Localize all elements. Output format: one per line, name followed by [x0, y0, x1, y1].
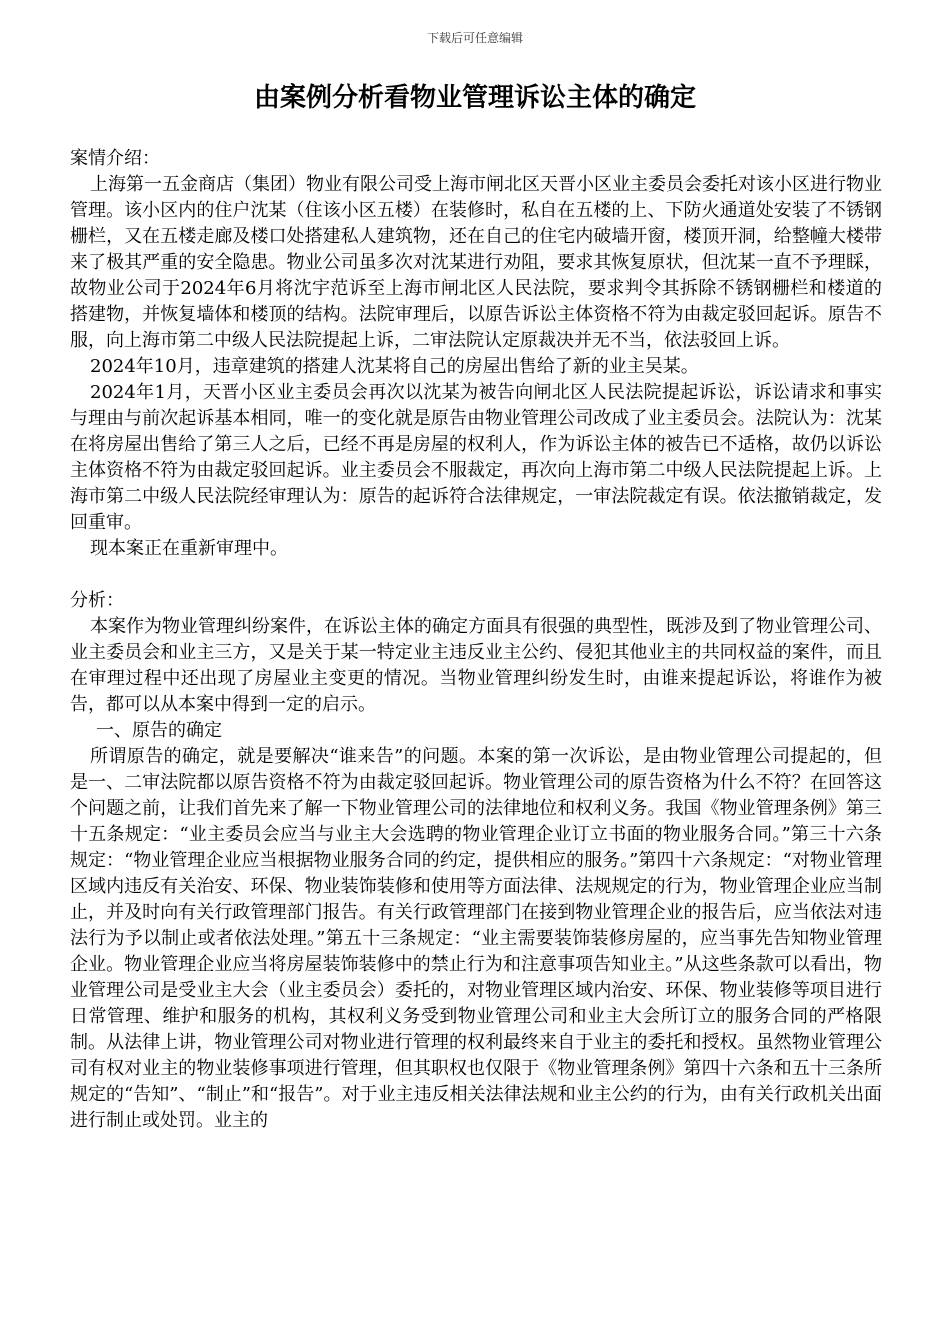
- case-label: 案情介绍：: [70, 148, 160, 169]
- document-title: 由案例分析看物业管理诉讼主体的确定: [253, 83, 696, 113]
- case-paragraph: 2024年10月，违章建筑的搭建人沈某将自己的房屋出售给了新的业主吴某。: [90, 356, 699, 377]
- paragraph-spacer: [70, 562, 882, 588]
- case-paragraph: 2024年1月，天晋小区业主委员会再次以沈某为被告向闸北区人民法院提起诉讼，诉讼请求和事实与理由与前次起诉基本相同，唯一的变化就是原告由物业管理公司改成了业主委员会。法院认为：沈某在将房屋出售给了第三人之后，已经不再是房屋的权利人，作为诉讼主体的被告已不适格，故仍以诉讼主体资格不符为由裁定驳回起诉。业主委员会不服裁定，再次向上海市第二中级人民法院提起上诉。上海市第二中级人民法院经审理认为：原告的起诉符合法律规定，一审法院裁定有误。依法撤销裁定，发回重审。: [70, 382, 882, 533]
- section-body-plaintiff: 所谓原告的确定，就是要解决“谁来告”的问题。本案的第一次诉讼，是由物业管理公司提起的，但是一、二审法院都以原告资格不符为由裁定驳回起诉。物业管理公司的原告资格为什么不符？在回答这个问题之前，让我们首先来了解一下物业管理公司的法律地位和权利义务。我国《物业管理条例》第三十五条规定：“业主委员会应当与业主大会选聘的物业管理企业订立书面的物业服务合同。”第三十六条规定：“物业管理企业应当根据物业服务合同的约定，提供相应的服务。”第四十六条规定：“对物业管理区域内违反有关治安、环保、物业装饰装修和使用等方面法律、法规规定的行为，物业管理企业应当制止，并及时向有关行政管理部门报告。有关行政管理部门在接到物业管理企业的报告后，应当依法对违法行为予以制止或者依法处理。”第五十三条规定：“业主需要装饰装修房屋的，应当事先告知物业管理企业。物业管理企业应当将房屋装饰装修中的禁止行为和注意事项告知业主。”从这些条款可以看出，物业管理公司是受业主大会（业主委员会）委托的，对物业管理区域内治安、环保、物业装修等项目进行日常管理、维护和服务的机构，其权利义务受到物业管理公司和业主大会所订立的服务合同的严格限制。从法律上讲，物业管理公司对物业进行管理的权利最终来自于业主的委托和授权。虽然物业管理公司有权对业主的物业装修事项进行管理，但其职权也仅限于《物业管理条例》第四十六条和五十三条所规定的“告知”、“制止”和“报告”。对于业主违反相关法律法规和业主公约的行为，由有关行政机关出面进行制止或处罚。业主的: [70, 746, 882, 1131]
- analysis-intro: 本案作为物业管理纠纷案件，在诉讼主体的确定方面具有很强的典型性，既涉及到了物业管理公司、业主委员会和业主三方，又是关于某一特定业主违反业主公约、侵犯其他业主的共同权益的案件，而且在审理过程中还出现了房屋业主变更的情况。当物业管理纠纷发生时，由谁来提起诉讼，将谁作为被告，都可以从本案中得到一定的启示。: [70, 616, 882, 715]
- case-paragraph: 上海第一五金商店（集团）物业有限公司受上海市闸北区天晋小区业主委员会委托对该小区进行物业管理。该小区内的住户沈某（住该小区五楼）在装修时，私自在五楼的上、下防火通道处安装了不锈钢栅栏，又在五楼走廊及楼口处搭建私人建筑物，还在自己的住宅内破墙开窗，楼顶开洞，给整幢大楼带来了极其严重的安全隐患。物业公司虽多次对沈某进行劝阻，要求其恢复原状，但沈某一直不予理睬，故物业公司于2024年6月将沈宇范诉至上海市闸北区人民法院，要求判令其拆除不锈钢栅栏和楼道的搭建物，并恢复墙体和楼顶的结构。法院审理后，以原告诉讼主体资格不符为由裁定驳回起诉。原告不服，向上海市第二中级人民法院提起上诉，二审法院认定原裁决并无不当，依法驳回上诉。: [70, 174, 882, 351]
- case-paragraph: 现本案正在重新审理中。: [90, 538, 288, 559]
- document-body: [70, 146, 882, 1134]
- section-heading-plaintiff: 一、原告的确定: [96, 720, 222, 741]
- analysis-label: 分析：: [70, 590, 124, 611]
- header-note: 下载后可任意编辑: [426, 31, 523, 45]
